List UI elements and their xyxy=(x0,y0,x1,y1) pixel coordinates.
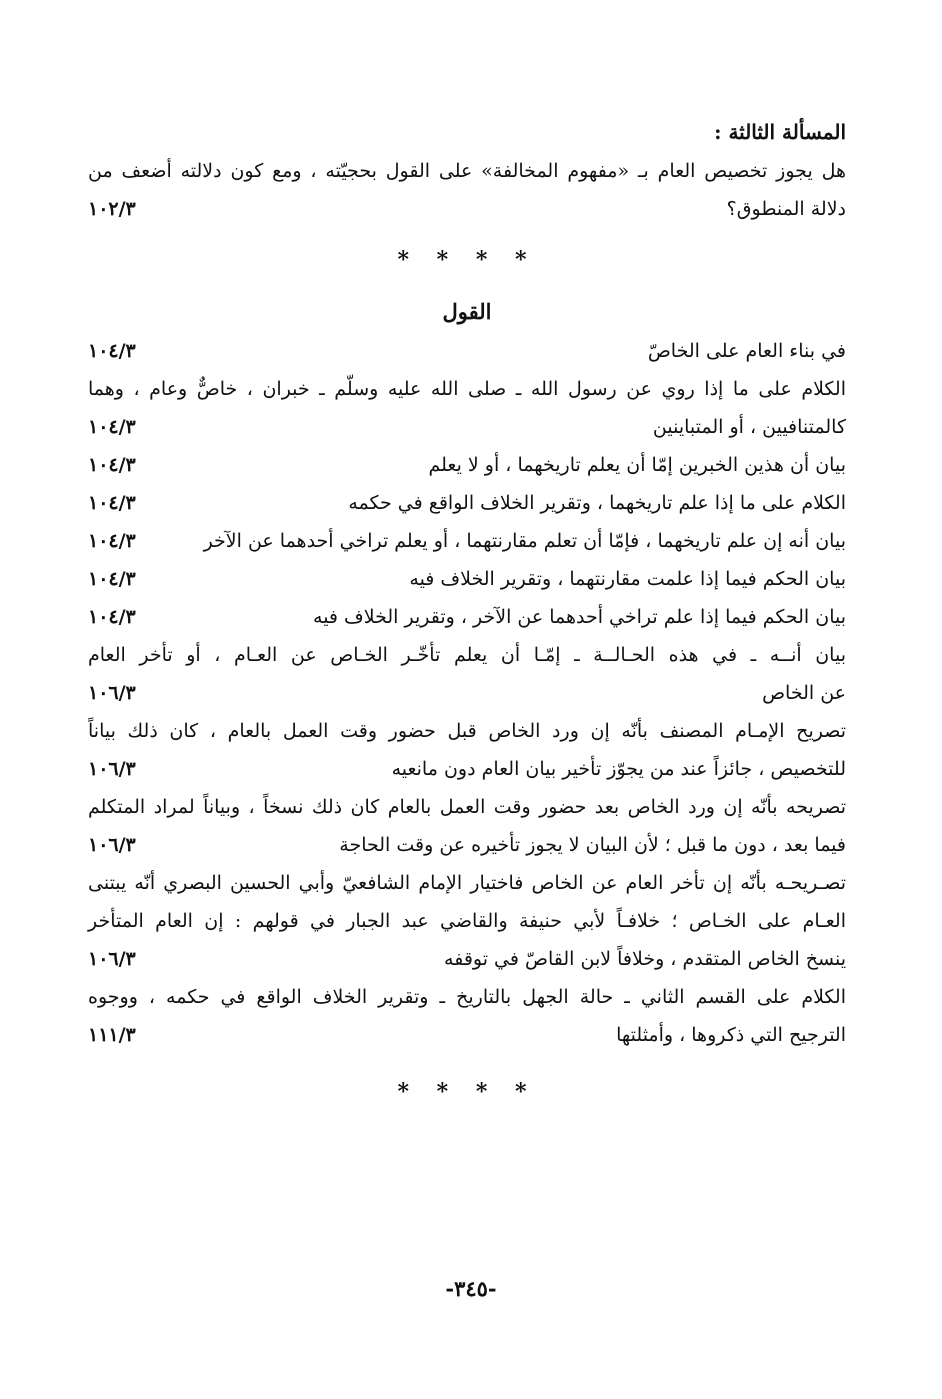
contents-line xyxy=(88,788,846,826)
section-heading xyxy=(88,112,846,152)
contents-line-page-ref: ١٠٦/٣ xyxy=(88,948,136,970)
contents-line-text: الكلام على القسم الثاني ـ حالة الجهل بالتاريخ ـ وتقرير الخلاف الواقع في حكمه ، ووجوه xyxy=(88,986,846,1008)
contents-line xyxy=(88,484,846,522)
contents-line-page-ref: ١٠٤/٣ xyxy=(88,454,136,476)
contents-line xyxy=(88,522,846,560)
section-heading-text: المسألة الثالثة : xyxy=(714,120,846,144)
contents-line-text: للتخصيص ، جائزاً عند من يجوّز تأخير بيان العام دون مانعيه xyxy=(391,758,846,780)
contents-line-text: بيان الحكم فيما إذا علم تراخي أحدهما عن الآخر ، وتقرير الخلاف فيه xyxy=(313,606,846,628)
contents-line xyxy=(88,940,846,978)
page-number: -٣٤٥- xyxy=(445,1276,497,1301)
contents-line xyxy=(88,864,846,902)
contents-line xyxy=(88,978,846,1016)
contents-line xyxy=(88,332,846,370)
question-block xyxy=(88,152,846,228)
contents-line-page-ref: ١٠٤/٣ xyxy=(88,492,136,514)
question-line-text: هل يجوز تخصيص العام بـ «مفهوم المخالفة» على القول بحجيّته ، ومع كون دلالته أضعف من xyxy=(88,160,846,182)
contents-line xyxy=(88,408,846,446)
stars-divider-bottom: * * * * xyxy=(397,1079,537,1105)
contents-line-page-ref: ١٠٤/٣ xyxy=(88,416,136,438)
contents-line xyxy=(88,902,846,940)
contents-line-text: تصريحه بأنّه إن ورد الخاص بعد حضور وقت العمل بالعام كان ذلك نسخاً ، وبياناً لمراد المتكلم xyxy=(88,796,846,818)
contents-line-text: الترجيح التي ذكروها ، وأمثلتها xyxy=(616,1024,846,1046)
question-line xyxy=(88,190,846,228)
contents-line-text: العـام على الخـاص ؛ خلافـاً لأبي حنيفة والقاضي عبد الجبار في قولهم : إن العام المتأخر xyxy=(88,910,846,932)
contents-line-page-ref: ١١١/٣ xyxy=(88,1024,136,1046)
contents-line-page-ref: ١٠٤/٣ xyxy=(88,340,136,362)
contents-line-page-ref: ١٠٤/٣ xyxy=(88,568,136,590)
contents-line-text: بيان أنه إن علم تاريخهما ، فإمّا أن تعلم مقارنتهما ، أو يعلم تراخي أحدهما عن الآخر xyxy=(203,530,846,552)
contents-line xyxy=(88,636,846,674)
contents-list xyxy=(88,332,846,1054)
contents-line xyxy=(88,674,846,712)
contents-line xyxy=(88,1016,846,1054)
contents-line-page-ref: ١٠٤/٣ xyxy=(88,606,136,628)
section-title: القول xyxy=(442,299,492,324)
contents-line-text: بيان الحكم فيما إذا علمت مقارنتهما ، وتقرير الخلاف فيه xyxy=(409,568,846,590)
contents-line xyxy=(88,598,846,636)
contents-line xyxy=(88,560,846,598)
contents-line-page-ref: ١٠٦/٣ xyxy=(88,758,136,780)
contents-line xyxy=(88,370,846,408)
contents-line xyxy=(88,826,846,864)
contents-line-page-ref: ١٠٦/٣ xyxy=(88,834,136,856)
contents-line xyxy=(88,750,846,788)
page-body xyxy=(88,112,846,1112)
stars-divider-top: * * * * xyxy=(397,247,537,273)
question-line-text: دلالة المنطوق؟ xyxy=(726,198,846,220)
contents-line-text: ينسخ الخاص المتقدم ، وخلافاً لابن القاصّ في توقفه xyxy=(444,948,846,970)
contents-line xyxy=(88,446,846,484)
contents-line-text: عن الخاص xyxy=(762,682,846,704)
contents-line-text: تصـريحـه بأنّه إن تأخر العام عن الخاص فاختيار الإمام الشافعيّ وأبي الحسين البصري أنّه يبتنى xyxy=(88,872,846,894)
contents-line-text: تصريح الإمـام المصنف بأنّه إن ورد الخاص قبل حضور وقت العمل بالعام ، كان ذلك بياناً xyxy=(88,720,846,742)
question-line-page-ref: ١٠٢/٣ xyxy=(88,198,136,220)
contents-line-page-ref: ١٠٦/٣ xyxy=(88,682,136,704)
contents-line xyxy=(88,712,846,750)
question-line xyxy=(88,152,846,190)
contents-line-text: كالمتنافيين ، أو المتباينين xyxy=(652,416,846,438)
contents-line-text: فيما بعد ، دون ما قبل ؛ لأن البيان لا يجوز تأخيره عن وقت الحاجة xyxy=(339,834,846,856)
contents-line-text: في بناء العام على الخاصّ xyxy=(647,340,846,362)
contents-line-text: بيان أن هذين الخبرين إمّا أن يعلم تاريخهما ، أو لا يعلم xyxy=(428,454,846,476)
contents-line-text: الكلام على ما إذا روي عن رسول الله ـ صلى الله عليه وسلّم ـ خبران ، خاصٌّ وعام ، وهما xyxy=(88,378,846,400)
contents-line-text: الكلام على ما إذا علم تاريخهما ، وتقرير الخلاف الواقع في حكمه xyxy=(348,492,846,514)
contents-line-text: بيان أنــه ـ في هذه الحـالــة ـ إمّـا أن يعلم تأخّـر الخـاص عن العـام ، أو تأخر العام xyxy=(88,644,846,666)
contents-line-page-ref: ١٠٤/٣ xyxy=(88,530,136,552)
